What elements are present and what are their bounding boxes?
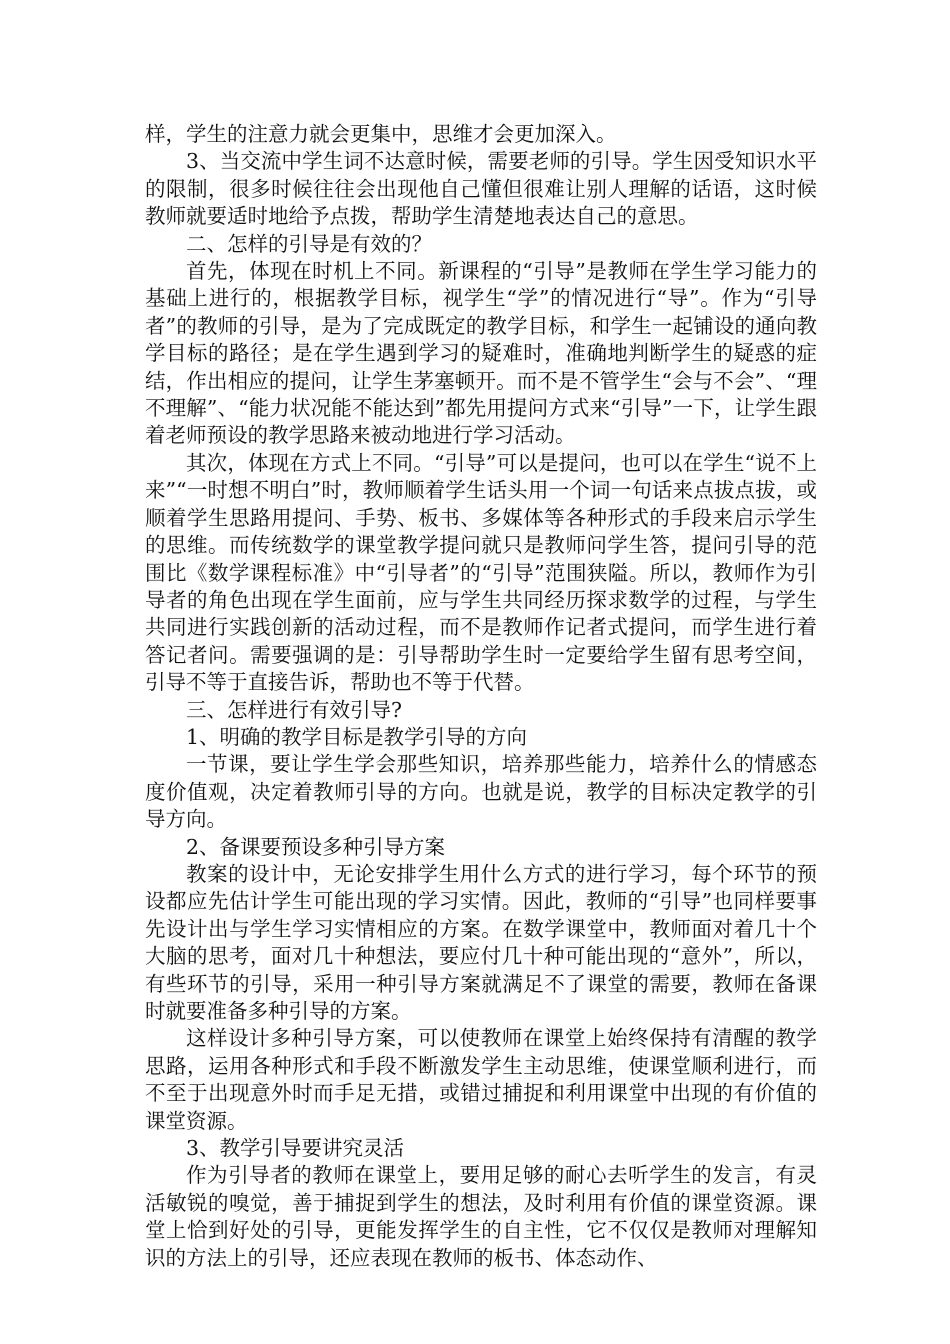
paragraph-2: 3、当交流中学生词不达意时候，需要老师的引导。学生因受知识水平的限制，很多时候往往会出现他自己懂但很难让别人理解的话语，这时候教师就要适时地给予点拨，帮助学生清楚地表达自己的意思。 — [145, 149, 817, 229]
paragraph-4: 首先，体现在时机上不同。新课程的“引导”是教师在学生学习能力的基础上进行的，根据教学目标，视学生“学”的情况进行“导”。作为“引导者”的教师的引导，是为了完成既定的教学目标，和学生一起铺设的通向教学目标的路径；是在学生遇到学习的疑难时，准确地判断学生的疑惑的症结，作出相应的提问，让学生茅塞顿开。而不是不管学生“会与不会”、“理不理解”、“能力状况能不能达到”都先用提问方式来“引导”一下，让学生跟着老师预设的教学思路来被动地进行学习活动。 — [145, 259, 817, 448]
section-heading-3: 三、怎样进行有效引导? — [186, 697, 402, 722]
paragraph-5: 其次，体现在方式上不同。“引导”可以是提问，也可以在学生“说不上来”“一时想不明白”时，教师顺着学生话头用一个词一句话来点拔点拔，或顺着学生思路用提问、手势、板书、多媒体等各种形式的手段来启示学生的思维。而传统数学的课堂教学提问就只是教师问学生答，提问引导的范围比《数学课程标准》中“引导者”的“引导”范围狭隘。所以，教师作为引导者的角色出现在学生面前，应与学生共同经历探求数学的过程，与学生共同进行实践创新的活动过程，而不是教师作记者式提问，而学生进行着答记者问。需要强调的是：引导帮助学生时一定要给学生留有思考空间，引导不等于直接告诉，帮助也不等于代替。 — [145, 450, 817, 695]
subheading-2: 2、备课要预设多种引导方案 — [186, 834, 446, 859]
section-heading-2: 二、怎样的引导是有效的？ — [186, 231, 432, 256]
paragraph-13: 作为引导者的教师在课堂上，要用足够的耐心去听学生的发言，有灵活敏锐的嗅觉，善于捕捉到学生的想法，及时利用有价值的课堂资源。课堂上恰到好处的引导，更能发挥学生的自主性，它不仅仅是教师对理解知识的方法上的引导，还应表现在教师的板书、体态动作、 — [145, 1163, 817, 1270]
paragraph-11: 这样设计多种引导方案，可以使教师在课堂上始终保持有清醒的教学思路，运用各种形式和手段不断激发学生主动思维，使课堂顺利进行，而不至于出现意外时而手足无措，或错过捕捉和利用课堂中出现的有价值的课堂资源。 — [145, 1026, 817, 1133]
paragraph-1: 样，学生的注意力就会更集中，思维才会更加深入。 — [145, 122, 617, 146]
document-body — [145, 121, 817, 1272]
subheading-1: 1、明确的教学目标是教学引导的方向 — [186, 724, 528, 749]
paragraph-10: 教案的设计中，无论安排学生用什么方式的进行学习，每个环节的预设都应先估计学生可能出现的学习实情。因此，教师的“引导”也同样要事先设计出与学生学习实情相应的方案。在数学课堂中，教师面对着几十个大脑的思考，面对几十种想法，要应付几十种可能出现的“意外”，所以，有些环节的引导，采用一种引导方案就满足不了课堂的需要，教师在备课时就要准备多种引导的方案。 — [145, 861, 817, 1023]
paragraph-8: 一节课，要让学生学会那些知识，培养那些能力，培养什么的情感态度价值观，决定着教师引导的方向。也就是说，教学的目标决定教学的引导方向。 — [145, 752, 817, 832]
subheading-3: 3、教学引导要讲究灵活 — [186, 1136, 405, 1161]
